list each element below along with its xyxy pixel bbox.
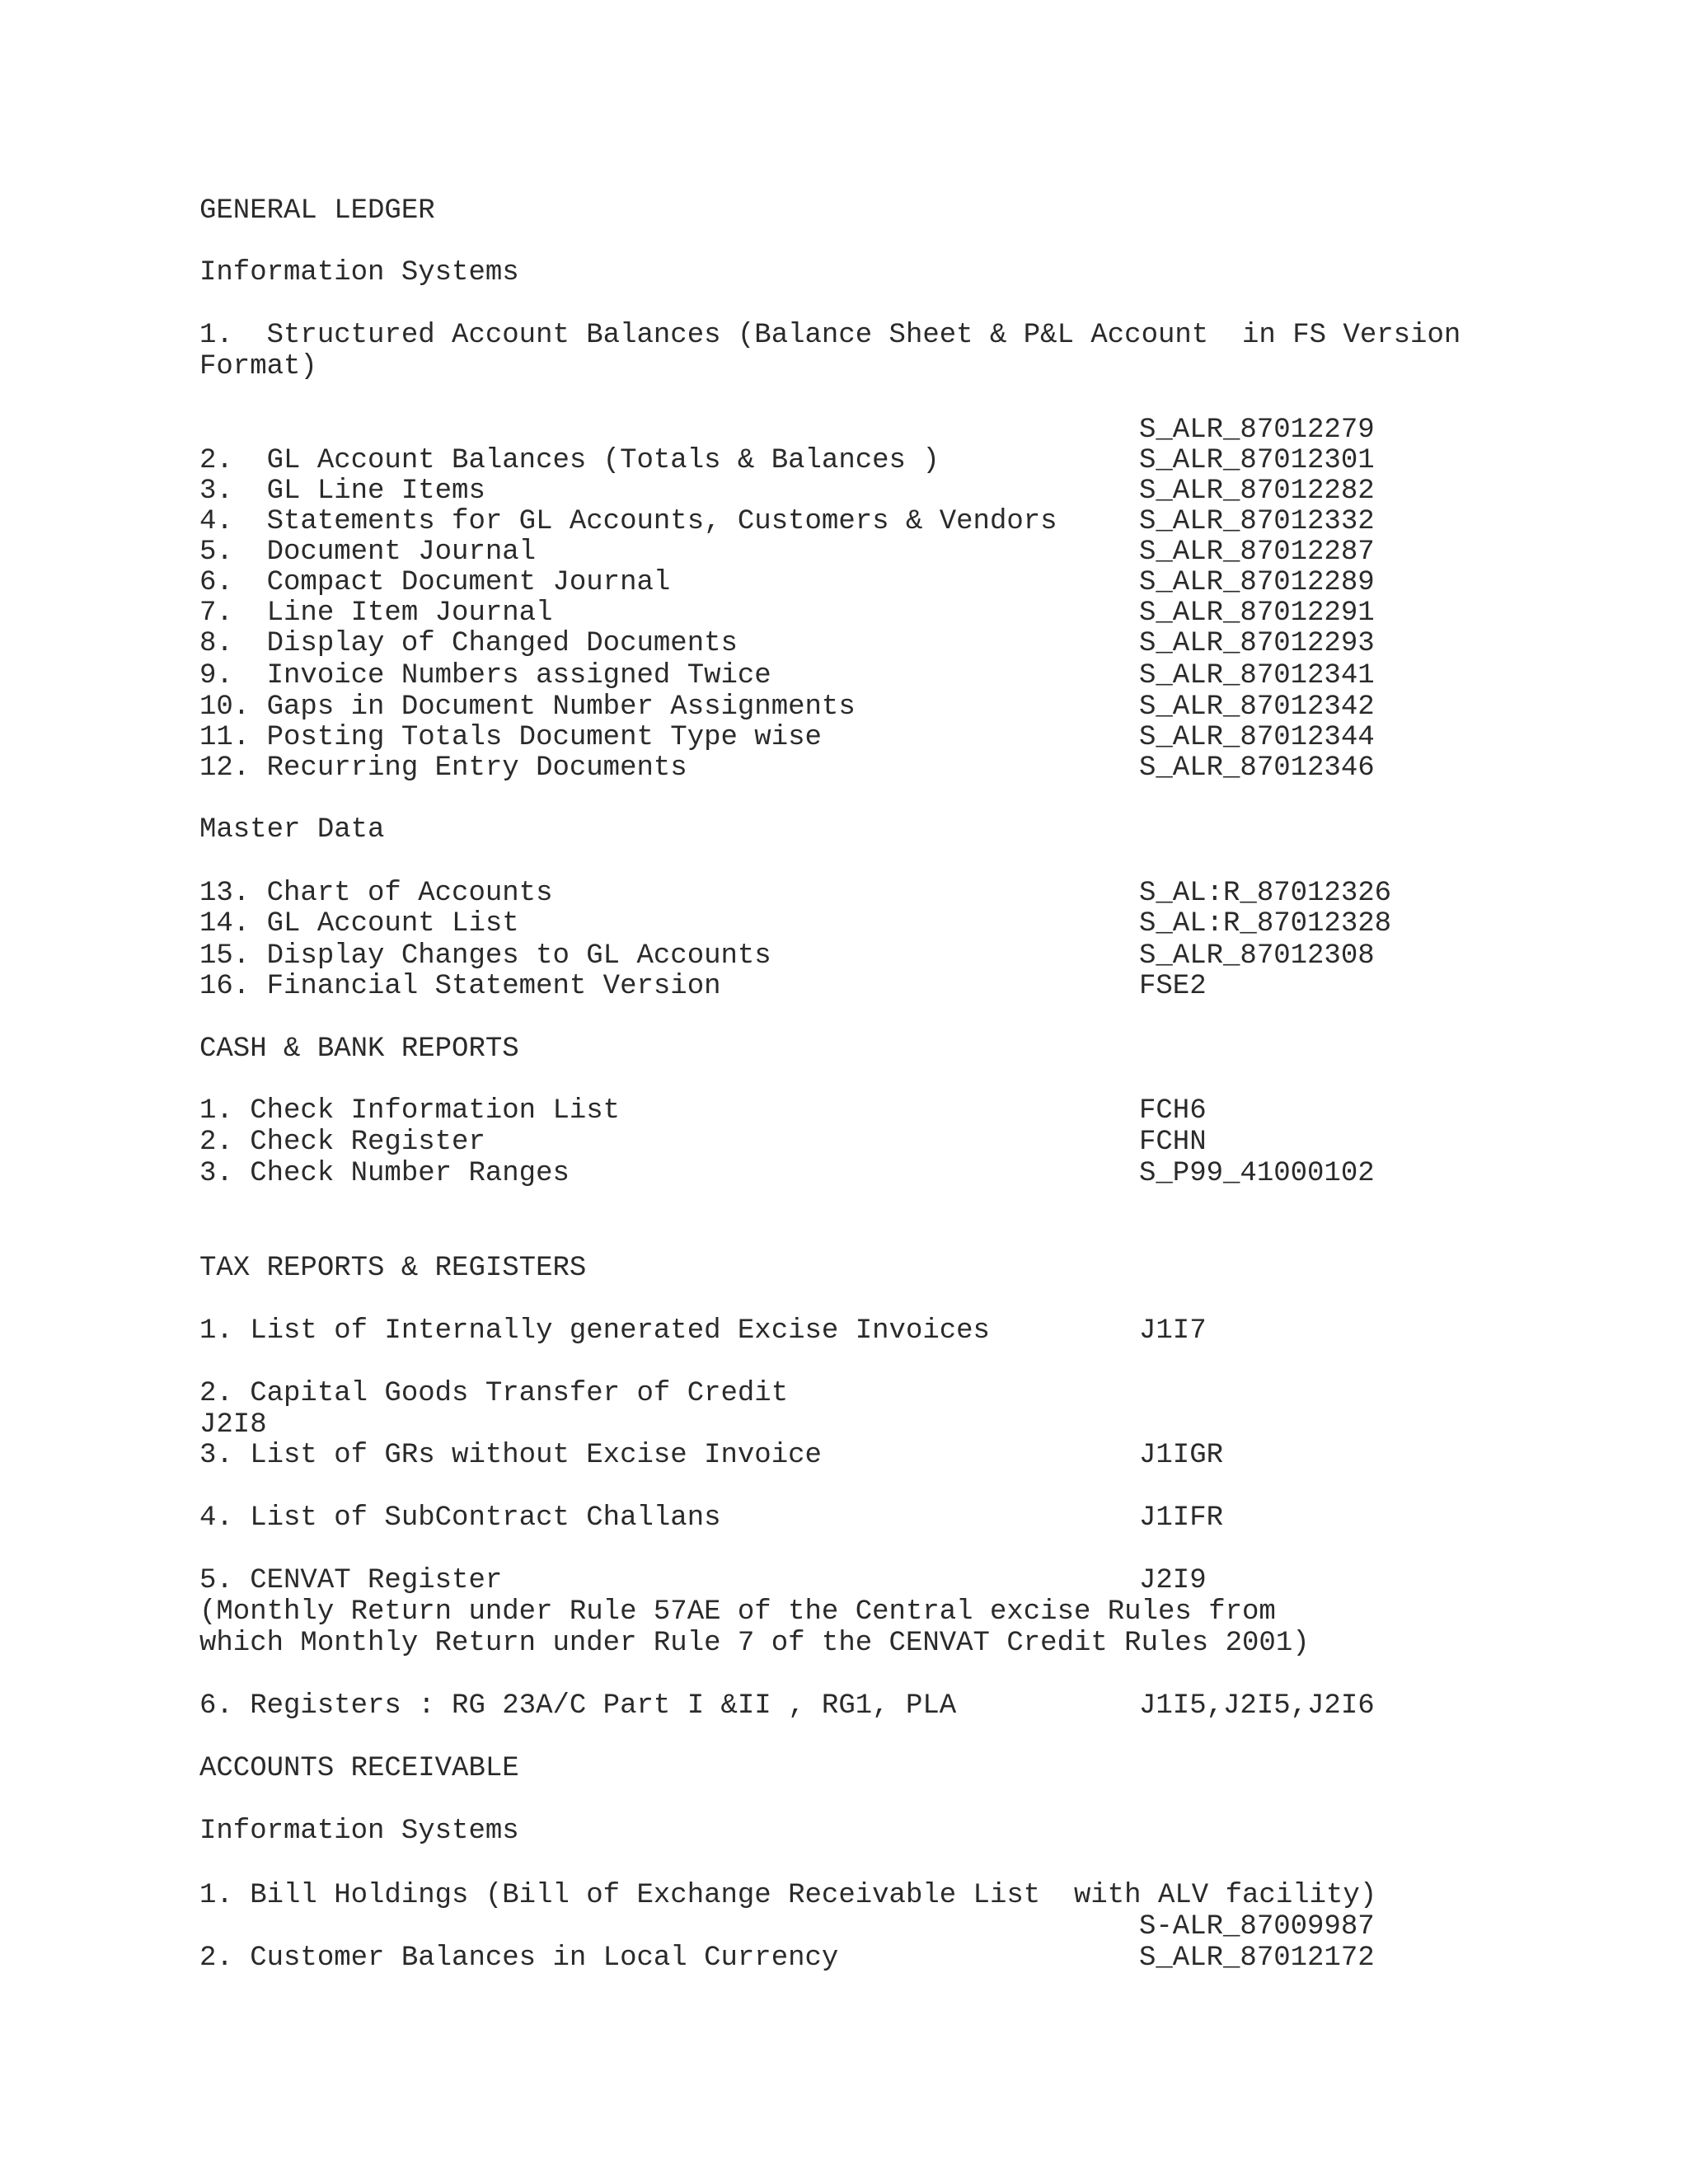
list-item: 6. Registers : RG 23A/C Part I &II , RG1, PLA <box>199 1690 957 1722</box>
list-item: 2. Customer Balances in Local Currency <box>199 1943 839 1974</box>
transaction-code: FCH6 <box>1139 1095 1207 1127</box>
transaction-code: S_AL:R_87012328 <box>1139 908 1392 940</box>
transaction-code: J1I5,J2I5,J2I6 <box>1139 1690 1375 1722</box>
transaction-code: S_ALR_87012172 <box>1139 1943 1375 1974</box>
list-item: 1. Bill Holdings (Bill of Exchange Receivable List with ALV facility) <box>199 1880 1377 1911</box>
section-title-cash-bank: CASH & BANK REPORTS <box>199 1033 519 1065</box>
subheading-information-systems: Information Systems <box>199 257 519 288</box>
list-item: 5. Document Journal <box>199 537 537 568</box>
transaction-code: J1I7 <box>1139 1315 1207 1347</box>
list-item: 13. Chart of Accounts <box>199 878 553 909</box>
transaction-code: S_ALR_87012344 <box>1139 722 1375 753</box>
transaction-code: S_ALR_87012289 <box>1139 567 1375 598</box>
transaction-code: S-ALR_87009987 <box>1139 1911 1375 1943</box>
subheading-information-systems: Information Systems <box>199 1816 519 1847</box>
list-item: 1. Check Information List <box>199 1095 621 1127</box>
transaction-code: J2I8 <box>199 1409 267 1441</box>
section-title-tax-reports: TAX REPORTS & REGISTERS <box>199 1253 587 1284</box>
transaction-code: S_ALR_87012308 <box>1139 940 1375 972</box>
note-line: which Monthly Return under Rule 7 of the CENVAT Credit Rules 2001) <box>199 1628 1310 1659</box>
section-title-accounts-receivable: ACCOUNTS RECEIVABLE <box>199 1753 519 1784</box>
transaction-code: S_ALR_87012287 <box>1139 537 1375 568</box>
transaction-code: FCHN <box>1139 1127 1207 1158</box>
list-item: 2. Check Register <box>199 1127 485 1158</box>
transaction-code: S_ALR_87012341 <box>1139 660 1375 691</box>
transaction-code: S_ALR_87012342 <box>1139 691 1375 723</box>
list-item: 6. Compact Document Journal <box>199 567 671 598</box>
list-item: 3. GL Line Items <box>199 476 485 507</box>
transaction-code: S_ALR_87012301 <box>1139 445 1375 476</box>
list-item: 12. Recurring Entry Documents <box>199 752 687 784</box>
list-item: 3. Check Number Ranges <box>199 1158 570 1189</box>
list-item: 16. Financial Statement Version <box>199 971 721 1002</box>
section-title-general-ledger: GENERAL LEDGER <box>199 195 435 227</box>
transaction-code: J2I9 <box>1139 1565 1207 1596</box>
list-item: 4. Statements for GL Accounts, Customers & Vendors <box>199 506 1057 537</box>
list-item: 8. Display of Changed Documents <box>199 628 738 659</box>
transaction-code: S_P99_41000102 <box>1139 1158 1375 1189</box>
list-item: 2. GL Account Balances (Totals & Balances ) <box>199 445 940 476</box>
list-item: 4. List of SubContract Challans <box>199 1502 721 1534</box>
subheading-master-data: Master Data <box>199 814 385 846</box>
list-item: 1. List of Internally generated Excise Invoices <box>199 1315 990 1347</box>
list-item: 14. GL Account List <box>199 908 519 940</box>
list-item: 5. CENVAT Register <box>199 1565 503 1596</box>
transaction-code: J1IFR <box>1139 1502 1224 1534</box>
transaction-code: S_ALR_87012282 <box>1139 476 1375 507</box>
gl-item-1-line-2: Format) <box>199 351 317 382</box>
list-item: 3. List of GRs without Excise Invoice <box>199 1440 822 1471</box>
list-item: 7. Line Item Journal <box>199 598 553 629</box>
list-item: 15. Display Changes to GL Accounts <box>199 940 771 972</box>
transaction-code: S_AL:R_87012326 <box>1139 878 1392 909</box>
note-line: (Monthly Return under Rule 57AE of the Central excise Rules from <box>199 1596 1276 1628</box>
transaction-code: S_ALR_87012332 <box>1139 506 1375 537</box>
transaction-code: J1IGR <box>1139 1440 1224 1471</box>
transaction-code: S_ALR_87012293 <box>1139 628 1375 659</box>
transaction-code: S_ALR_87012291 <box>1139 598 1375 629</box>
transaction-code: S_ALR_87012346 <box>1139 752 1375 784</box>
list-item: 9. Invoice Numbers assigned Twice <box>199 660 771 691</box>
gl-item-1-line-1: 1. Structured Account Balances (Balance Sheet & P&L Account in FS Version <box>199 320 1461 351</box>
list-item: 2. Capital Goods Transfer of Credit <box>199 1378 789 1409</box>
gl-item-1-code: S_ALR_87012279 <box>1139 415 1375 446</box>
list-item: 11. Posting Totals Document Type wise <box>199 722 822 753</box>
list-item: 10. Gaps in Document Number Assignments <box>199 691 856 723</box>
transaction-code: FSE2 <box>1139 971 1207 1002</box>
